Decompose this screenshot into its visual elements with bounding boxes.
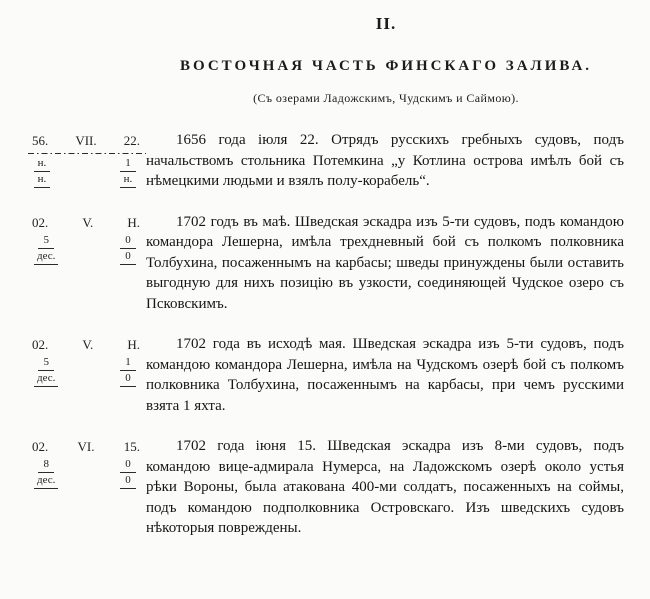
margin-date-block xyxy=(28,334,146,416)
margin-fractions xyxy=(28,355,146,387)
margin-month: VI. xyxy=(77,439,95,454)
margin-day: Н. xyxy=(127,337,140,352)
margin-date-block xyxy=(28,130,146,192)
fraction-denominator: н. xyxy=(34,172,50,188)
margin-fractions xyxy=(28,457,146,489)
fraction-numerator: 8 xyxy=(38,457,54,473)
margin-date-block xyxy=(28,212,146,315)
margin-year: 02. xyxy=(32,214,49,230)
margin-date-row xyxy=(28,336,146,353)
margin-day: 15. xyxy=(123,439,140,454)
fraction-numerator: н. xyxy=(34,156,50,172)
page-header xyxy=(146,14,626,106)
page-subtitle: (Съ озерами Ладожскимъ, Чудскимъ и Саймою). xyxy=(253,91,519,105)
margin-fraction-right xyxy=(120,156,136,188)
margin-fraction-right xyxy=(120,355,136,387)
margin-fractions xyxy=(28,156,146,188)
margin-fraction-left xyxy=(34,355,58,387)
margin-date-row xyxy=(28,214,146,231)
margin-month: VII. xyxy=(75,133,97,148)
margin-fractions xyxy=(28,233,146,265)
fraction-denominator: н. xyxy=(120,172,136,188)
margin-month: V. xyxy=(82,214,94,230)
fraction-denominator: 0 xyxy=(120,473,136,489)
margin-month: V. xyxy=(82,337,94,352)
fraction-numerator: 0 xyxy=(120,233,136,249)
entry-text: 1656 года іюля 22. Отрядъ русскихъ гребныхъ судовъ, подъ начальствомъ стольника Потемкина „у Котлина острова имѣлъ бой съ нѣмецкими людьми и взялъ полу-корабель“. xyxy=(146,132,624,189)
margin-date-row xyxy=(28,132,146,149)
fraction-denominator: дес. xyxy=(34,249,58,265)
fraction-numerator: 5 xyxy=(38,355,54,371)
margin-year: 56. xyxy=(32,133,49,148)
margin-day: Н. xyxy=(127,214,140,230)
entry xyxy=(28,212,626,315)
margin-fraction-left xyxy=(34,233,58,265)
entry-text: 1702 года въ исходѣ мая. Шведская эскадра изъ 5-ти судовъ, подъ командою командора Лешерна, имѣла на Чудскомъ озерѣ бой съ полкомъ полковника Толбухина, посаженнымъ на карбасы, при чемъ русскими взята 1 яхта. xyxy=(146,336,624,414)
entry xyxy=(28,436,626,539)
margin-fraction-right xyxy=(120,233,136,265)
margin-year: 02. xyxy=(32,439,49,454)
chapter-number: II. xyxy=(375,14,397,33)
fraction-numerator: 0 xyxy=(120,457,136,473)
margin-date-row xyxy=(28,438,146,455)
entry xyxy=(28,130,626,192)
margin-day: 22. xyxy=(123,133,140,148)
margin-fraction-right xyxy=(120,457,136,489)
fraction-denominator: дес. xyxy=(34,371,58,387)
entry xyxy=(28,334,626,416)
fraction-numerator: 5 xyxy=(38,233,54,249)
fraction-denominator: 0 xyxy=(120,249,136,265)
dash-dot-rule xyxy=(28,152,146,154)
entry-list xyxy=(28,130,626,539)
fraction-numerator: 1 xyxy=(120,355,136,371)
fraction-numerator: 1 xyxy=(120,156,136,172)
margin-fraction-left xyxy=(34,457,58,489)
margin-date-block xyxy=(28,436,146,539)
margin-year: 02. xyxy=(32,337,49,352)
page-title: ВОСТОЧНАЯ ЧАСТЬ ФИНСКАГО ЗАЛИВА. xyxy=(179,58,593,74)
entry-text: 1702 года іюня 15. Шведская эскадра изъ 8-ми судовъ, подъ командою вице-адмирала Нумерса, на Ладожскомъ озерѣ около устья рѣки Вороны, была атакована 400-ми солдатъ, посаженныхъ на соймы, подъ командою подполковника Островскаго. Изъ шведскихъ судовъ нѣкоторыя повреждены. xyxy=(146,438,624,536)
fraction-denominator: дес. xyxy=(34,473,58,489)
entry-text: 1702 годъ въ маѣ. Шведская эскадра изъ 5-ти судовъ, подъ командою командора Лешерна, имѣла трехдневный бой съ полкомъ полковника Толбухина, посаженнымъ на карбасы; шведы принуждены были оставить выгодную для нихъ позицію въ узкости, соединяющей Чудское озеро съ Псковскимъ. xyxy=(146,213,624,312)
fraction-denominator: 0 xyxy=(120,371,136,387)
margin-fraction-left xyxy=(34,156,50,188)
